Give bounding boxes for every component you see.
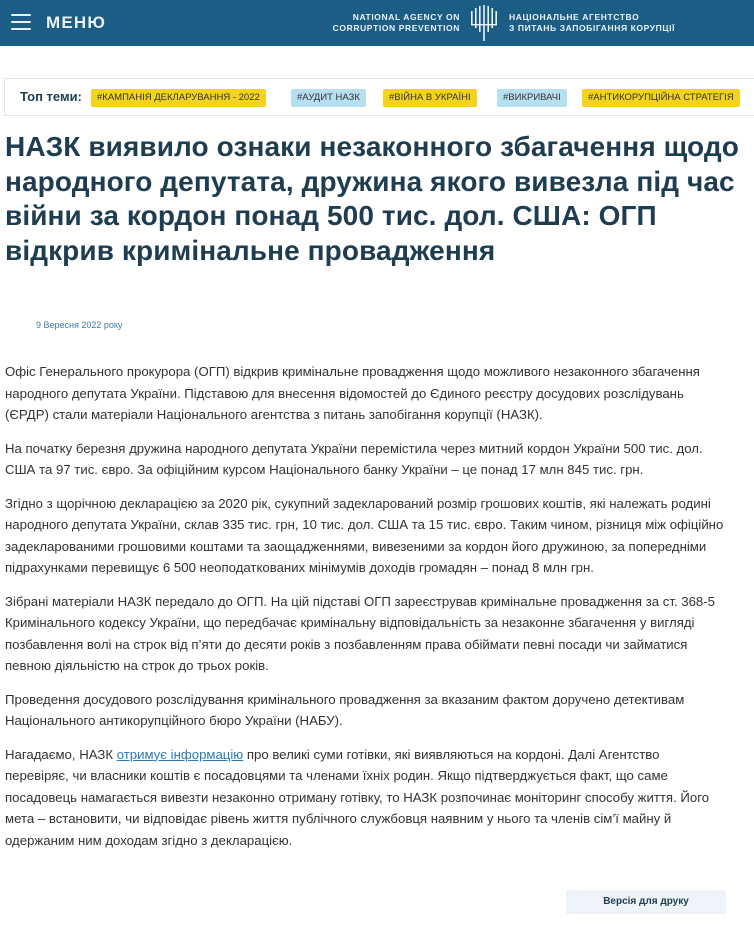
article-paragraph-6 <box>5 744 725 852</box>
logo-en-line-2: CORRUPTION PREVENTION <box>332 23 460 33</box>
print-version-button[interactable]: Версія для друку <box>566 890 726 914</box>
logo-en-line-1: NATIONAL AGENCY ON <box>352 12 460 22</box>
logo-text-en[interactable] <box>333 12 460 34</box>
article-paragraph-3: Згідно з щорічною декларацією за 2020 рік, сукупний задекларований розмір грошових коштів, які належать родині народного депутата України, склав 335 тис. грн, 10 тис. дол. США та 15 тис. євро. Таким чином, різниця між офіційно задекларованими грошовими коштами та заощадженнями, вивезеними за кордон його дружиною, за попередніми підрахунками перевищує 6 500 неоподаткованих мінімумів доходів громадян – понад 8 млн грн. <box>5 495 724 575</box>
top-topics-bar <box>4 78 754 116</box>
article-date: 9 Вересня 2022 року <box>36 320 123 330</box>
nazk-logo-icon[interactable] <box>470 5 498 41</box>
article-title: НАЗК виявило ознаки незаконного збагачення щодо народного депутата, дружина якого вивезла під час війни за кордон понад 500 тис. дол. США: ОГП відкрив кримінальне провадження <box>5 131 739 266</box>
logo-ua-line-2: З ПИТАНЬ ЗАПОБІГАННЯ КОРУПЦІЇ <box>509 23 676 33</box>
tag-nazk-audit[interactable]: #АУДИТ НАЗК <box>291 89 366 107</box>
hamburger-menu-icon[interactable] <box>11 14 31 30</box>
article-paragraph-1: Офіс Генерального прокурора (ОГП) відкрив кримінальне провадження щодо можливого незаконного збагачення народного депутата України. Підставою для внесення відомостей до Єдиного реєстру досудових розслідувань (ЄРДР) стали матеріали Національного агентства з питань запобігання корупції (НАЗК). <box>5 364 700 422</box>
paragraph-6-start: Нагадаємо, НАЗК <box>5 746 117 762</box>
paragraph-6-end: про великі суми готівки, які виявляються на кордоні. Далі Агентство перевіряє, чи власники коштів є посадовцями та членами їхніх родин. Якщо підтверджується факт, що саме посадовець намагається вивезти незаконно отриману готівку, то НАЗК розпочинає моніторинг способу життя. Його мета – встановити, чи відповідає рівень життя публічного службовця наявним у нього та членів сім’ї майну й одержаним ним доходам згідно з декларацією. <box>5 746 710 848</box>
article-paragraph-4: Зібрані матеріали НАЗК передало до ОГП. На цій підставі ОГП зареєстрував кримінальне провадження за ст. 368-5 Кримінального кодексу України, що передбачає кримінальну відповідальність за незаконне збагачення у вигляді позбавлення волі на строк від п’яти до десяти років з позбавленням права обіймати певні посади чи займатися певною діяльністю на строк до трьох років. <box>5 593 715 673</box>
top-topics-label: Топ теми: <box>20 89 82 104</box>
logo-text-ua[interactable] <box>509 12 675 34</box>
tag-declaration-campaign[interactable]: #КАМПАНІЯ ДЕКЛАРУВАННЯ - 2022 <box>91 89 266 107</box>
site-header <box>0 0 754 46</box>
tag-war-in-ukraine[interactable]: #ВІЙНА В УКРАЇНІ <box>383 89 477 107</box>
article-paragraph-5: Проведення досудового розслідування кримінального провадження за вказаним фактом доручено детективам Національного антикорупційного бюро України (НАБУ). <box>5 691 685 728</box>
article-paragraph-2: На початку березня дружина народного депутата України перемістила через митний кордон України 500 тис. дол. США та 97 тис. євро. За офіційним курсом Національного банку України – це понад 17 млн 845 тис. грн. <box>5 440 703 477</box>
tag-whistleblowers[interactable]: #ВИКРИВАЧІ <box>497 89 567 107</box>
tag-anticorruption-strategy[interactable]: #АНТИКОРУПЦІЙНА СТРАТЕГІЯ <box>582 89 740 107</box>
article-body <box>5 361 725 863</box>
receives-information-link[interactable]: отримує інформацію <box>116 746 244 762</box>
logo-ua-line-1: НАЦІОНАЛЬНЕ АГЕНТСТВО <box>509 12 640 22</box>
menu-button[interactable]: МЕНЮ <box>46 13 107 32</box>
